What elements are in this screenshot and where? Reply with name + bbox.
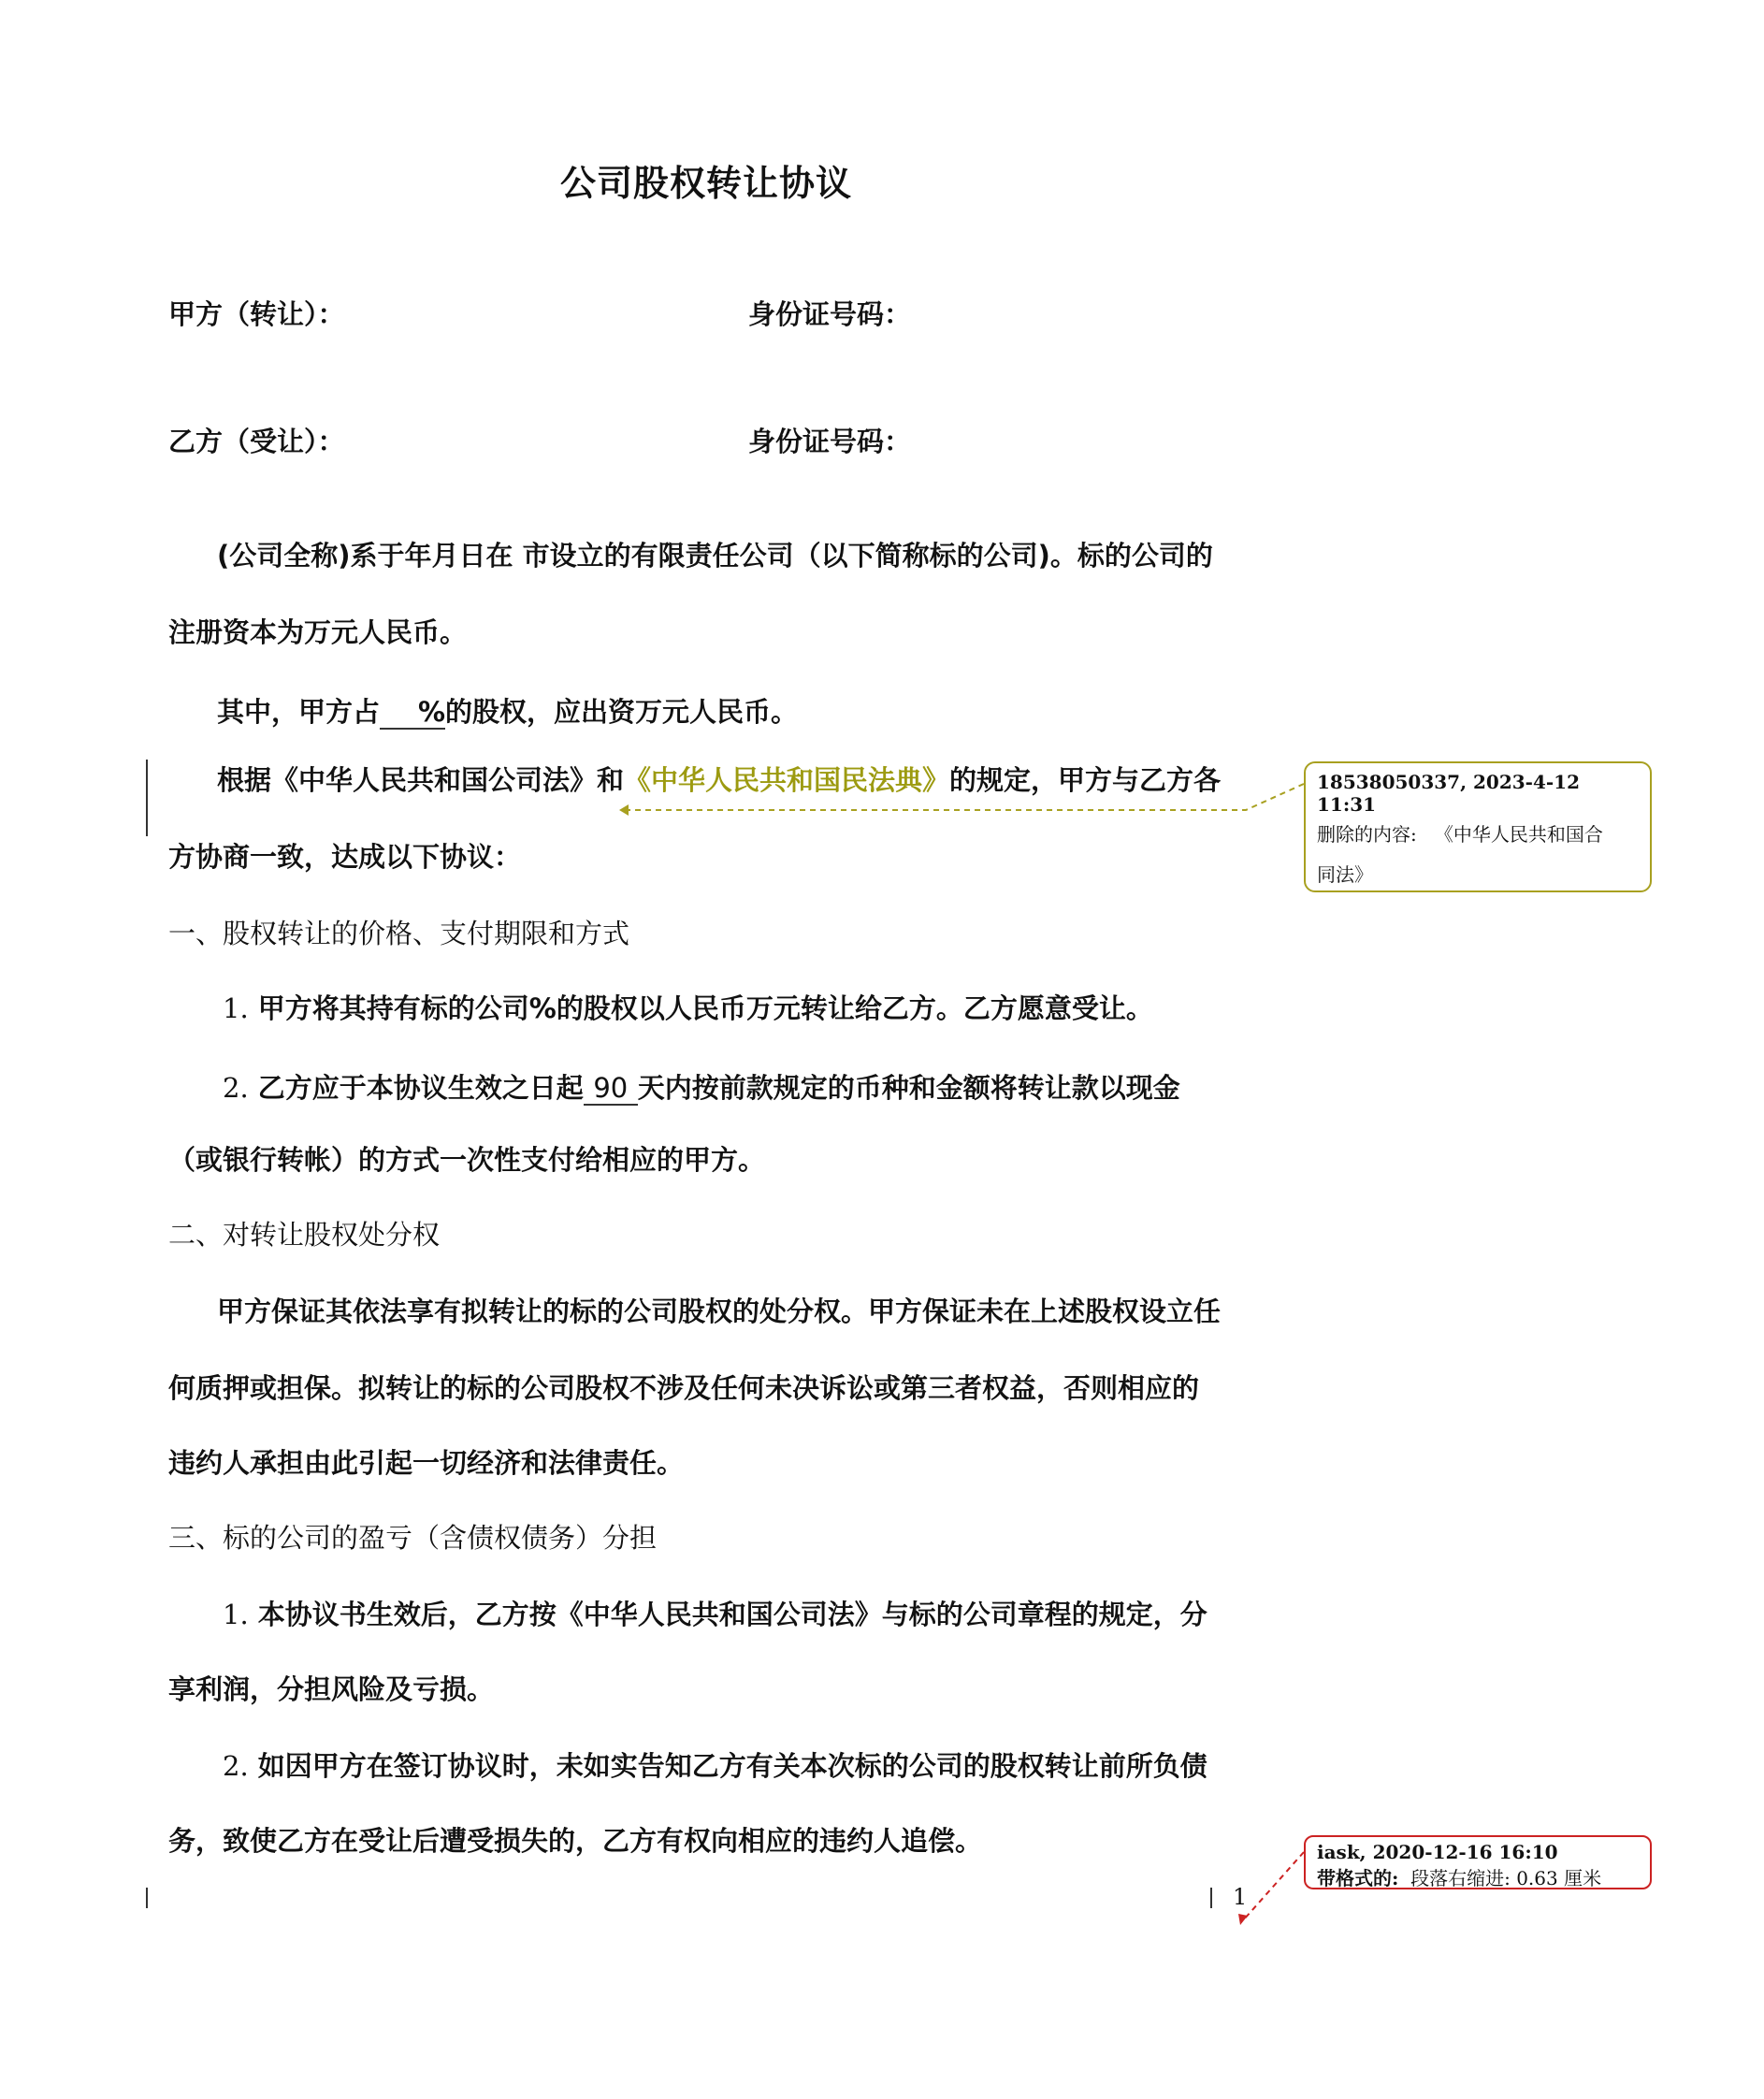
comment2-connector-line (1244, 1852, 1304, 1919)
page-number: 1 (1233, 1884, 1248, 1910)
s1-item2-post: 天内按前款规定的币种和金额将转让款以现金 (637, 1072, 1180, 1104)
section3-heading: 三、标的公司的盈亏（含债权债务）分担 (168, 1522, 658, 1554)
para2 (217, 698, 798, 730)
section2-heading: 二、对转让股权处分权 (168, 1219, 441, 1251)
comment2-body (1317, 1863, 1639, 1890)
s2-line3: 违约人承担由此引起一切经济和法律责任。 (168, 1447, 685, 1479)
s3-item1 (223, 1601, 1207, 1629)
para2-pre: 其中，甲方占 (217, 696, 381, 728)
s3-item2-text: 如因甲方在签订协议时，未如实告知乙方有关本次标的公司的股权转让前所负债 (257, 1750, 1207, 1782)
party-b-label: 乙方（受让）： (168, 426, 345, 457)
comment2-content: 段落右缩进: 0.63 厘米 (1410, 1867, 1602, 1889)
inserted-text[interactable]: 《中华人民共和国民法典》 (624, 764, 950, 796)
s2-line1: 甲方保证其依法享有拟转让的标的公司股权的处分权。甲方保证未在上述股权设立任 (217, 1296, 1222, 1327)
revision-comment-deleted[interactable] (1304, 761, 1652, 892)
s1-item2-num: 2. (223, 1072, 249, 1104)
percent-blank: % (380, 698, 445, 730)
s3-item1-text: 本协议书生效后，乙方按《中华人民共和国公司法》与标的公司章程的规定，分 (257, 1599, 1207, 1630)
comment1-content: 《中华人民共和国合 (1434, 823, 1603, 846)
document-title: 公司股权转让协议 (559, 163, 852, 204)
para2-post: 的股权，应出资万元人民币。 (445, 696, 799, 728)
s1-item2-pre: 乙方应于本协议生效之日起 (257, 1072, 584, 1104)
comment1-connector-arrow (619, 804, 629, 816)
days-blank: 90 (584, 1074, 638, 1106)
s1-item1-text: 甲方将其持有标的公司%的股权以人民币万元转让给乙方。乙方愿意受让。 (257, 992, 1153, 1024)
s1-item1 (223, 992, 1153, 1024)
para3-post: 的规定，甲方与乙方各 (949, 764, 1222, 796)
s3-item2-num: 2. (223, 1750, 249, 1782)
comment2-connector-arrow (1238, 1914, 1248, 1925)
section1-heading: 一、股权转让的价格、支付期限和方式 (168, 918, 630, 949)
comment2-author-time: iask, 2020-12-16 16:10 (1317, 1841, 1558, 1863)
margin-mark-left (146, 1888, 148, 1908)
s1-item2-line2: （或银行转帐）的方式一次性支付给相应的甲方。 (168, 1144, 766, 1176)
s3-item1-line2: 享利润，分担风险及亏损。 (168, 1673, 495, 1705)
para3-pre: 根据《中华人民共和国公司法》和 (217, 764, 625, 796)
party-a-id-label: 身份证号码： (748, 298, 912, 330)
revision-comment-format[interactable] (1304, 1835, 1652, 1889)
s1-item2 (223, 1074, 1180, 1106)
margin-mark-right (1210, 1888, 1212, 1908)
para3-line1 (217, 764, 1222, 796)
change-bar (146, 760, 148, 836)
s3-item2-line2: 务，致使乙方在受让后遭受损失的，乙方有权向相应的违约人追偿。 (168, 1825, 983, 1857)
comment2-label: 带格式的: (1317, 1867, 1399, 1889)
comment1-body (1317, 819, 1639, 847)
para3-line2: 方协商一致，达成以下协议： (168, 841, 522, 873)
s3-item1-num: 1. (223, 1599, 249, 1630)
party-b-id-label: 身份证号码： (748, 426, 912, 457)
s1-item1-num: 1. (223, 992, 249, 1024)
s2-line2: 何质押或担保。拟转让的标的公司股权不涉及任何未决诉讼或第三者权益，否则相应的 (168, 1372, 1200, 1404)
para1-line1: (公司全称)系于年月日在 市设立的有限责任公司（以下简称标的公司)。标的公司的 (217, 540, 1213, 572)
comment1-author-time: 18538050337, 2023-4-12 11:31 (1317, 771, 1581, 816)
comment1-label: 删除的内容: (1317, 823, 1417, 846)
para1-line2: 注册资本为万元人民币。 (168, 616, 468, 648)
party-a-label: 甲方（转让）： (168, 298, 345, 330)
s3-item2 (223, 1750, 1207, 1782)
comment1-content-line2: 同法》 (1317, 863, 1373, 886)
